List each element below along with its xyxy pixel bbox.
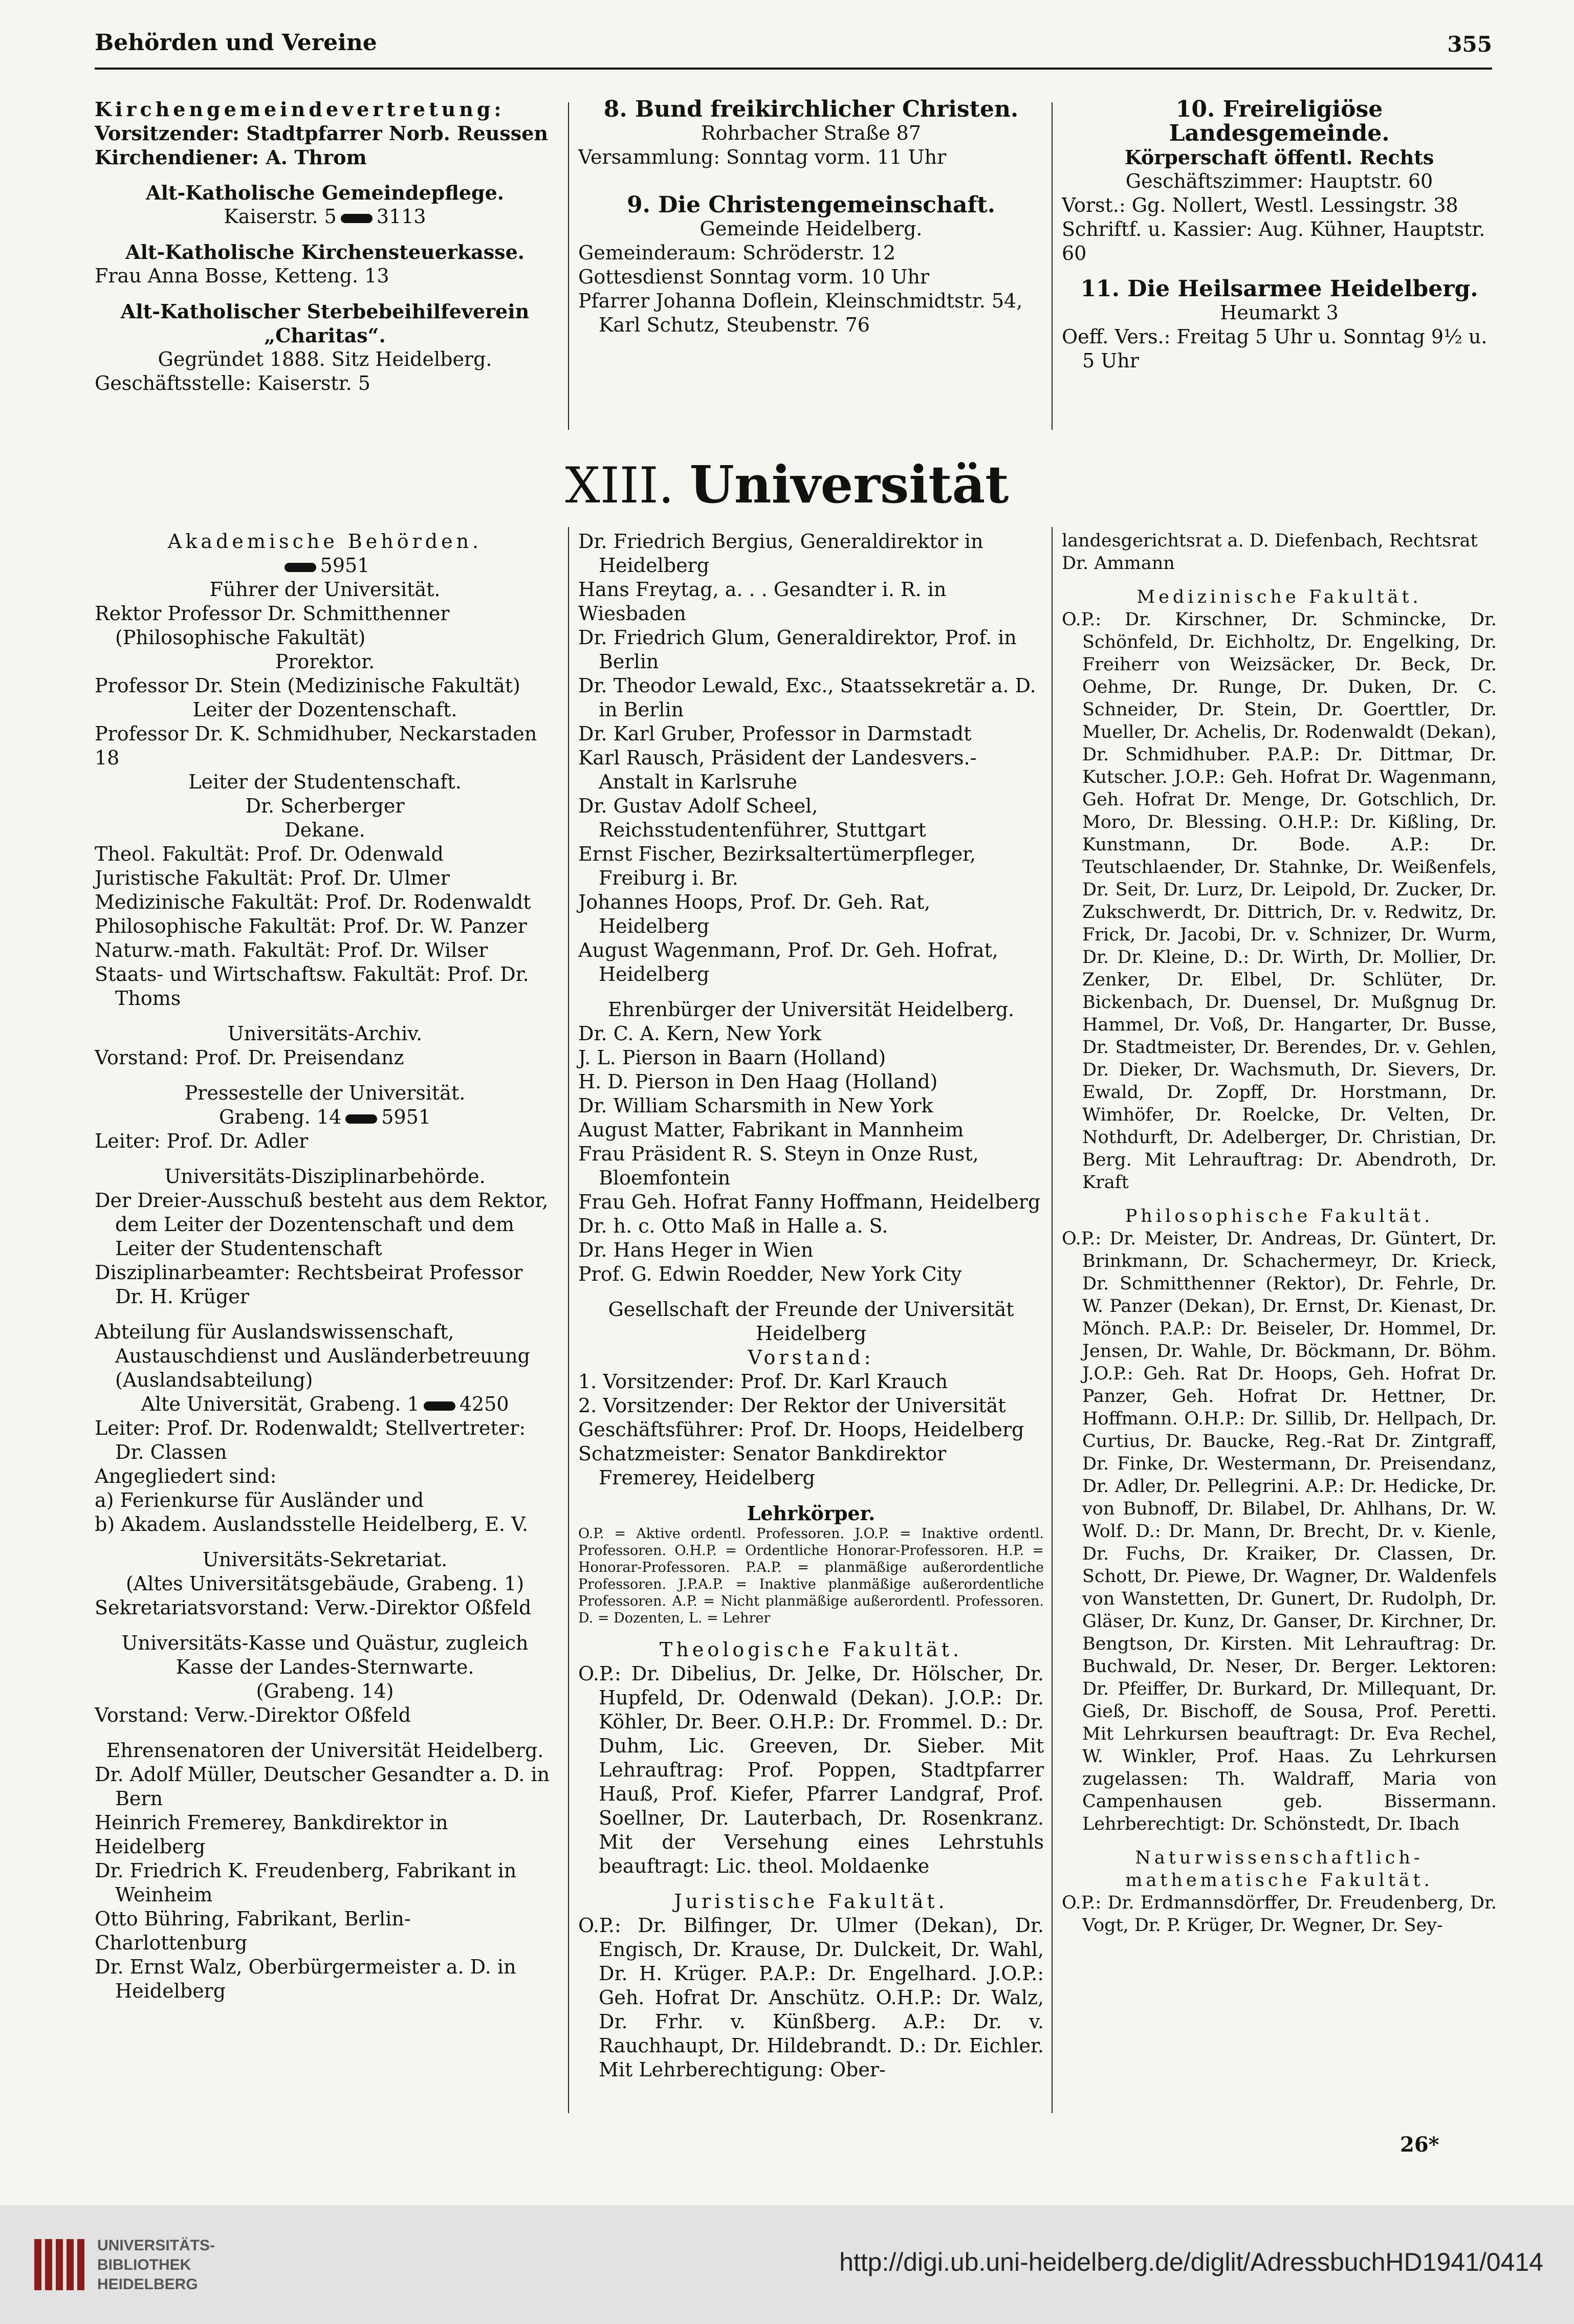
entry: Der Dreier-Ausschuß besteht aus dem Rektor, dem Leiter der Dozentenschaft und dem Leiter der Studentenschaft <box>95 1189 549 1260</box>
heading: 8. Bund freikirchlicher Christen. <box>603 96 1019 122</box>
entry: Geschäftsstelle: Kaiserstr. 5 <box>95 372 370 394</box>
entry: Dr. h. c. Otto Maß in Halle a. S. <box>578 1215 888 1237</box>
entry: Vorst.: Gg. Nollert, Westl. Lessingstr. 38 <box>1062 194 1458 216</box>
entry: Rohrbacher Straße 87 <box>701 122 922 144</box>
entry: Angegliedert sind: <box>95 1465 277 1487</box>
heading: 11. Die Heilsarmee Heidelberg. <box>1080 276 1478 302</box>
column-rule <box>568 527 569 2113</box>
heading: Universitäts-Kasse und Quästur, zugleich Kasse der Landes-Sternwarte. <box>121 1632 529 1678</box>
running-header: Behörden und Vereine <box>95 30 377 56</box>
entry: O.P.: Dr. Bilfinger, Dr. Ulmer (Dekan), Dr. Engisch, Dr. Krause, Dr. Dulckeit, Dr. Wahl, Dr. H. Krüger. P.A.P.: Dr. Engelhard. J.O.P.: Geh. Hofrat Dr. Anschütz. O.H.P.: Dr. Walz, Dr. Frhr. v. Künßberg. A.P.: Dr. v. Rauchhaupt, Dr. Hildebrandt. D.: Dr. Eichler. Mit Lehrberechtigung: Ober- <box>578 1914 1044 2081</box>
library-footer <box>0 2205 1574 2324</box>
heading: Universitäts-Disziplinarbehörde. <box>164 1165 486 1188</box>
column-rule <box>568 102 569 430</box>
entry: Leiter: Prof. Dr. Rodenwaldt; Stellvertreter: Dr. Classen <box>95 1417 526 1463</box>
heading: Alt-Katholischer Sterbebeihilfeverein „Charitas“. <box>120 300 530 347</box>
entry: Gegründet 1888. Sitz Heidelberg. <box>158 348 492 370</box>
entry: Schriftf. u. Kassier: Aug. Kühner, Hauptstr. 60 <box>1062 218 1485 265</box>
entry: Rektor Professor Dr. Schmitthenner (Philosophische Fakultät) <box>95 602 450 649</box>
heading: Kirchengemeindevertretung: <box>95 98 505 121</box>
heading: Theologische Fakultät. <box>660 1638 963 1661</box>
heading: Medizinische Fakultät. <box>1136 587 1422 607</box>
entry: Schatzmeister: Senator Bankdirektor Fremerey, Heidelberg <box>578 1442 947 1489</box>
heading: Lehrkörper. <box>747 1502 876 1525</box>
telephone-icon <box>341 214 373 223</box>
page-number: 355 <box>1447 32 1492 57</box>
heading: Juristische Fakultät. <box>674 1890 948 1913</box>
entry: Professor Dr. K. Schmidhuber, Neckarstaden 18 <box>95 722 537 769</box>
entry: a) Ferienkurse für Ausländer und <box>95 1489 424 1511</box>
section-numeral: XIII. <box>565 457 674 514</box>
heading: Alt-Katholische Kirchensteuerkasse. <box>125 240 524 264</box>
entry: Ernst Fischer, Bezirksaltertümerpfleger, Freiburg i. Br. <box>578 843 976 889</box>
heading: Philosophische Fakultät. <box>1125 1206 1434 1226</box>
entry: Staats- und Wirtschaftsw. Fakultät: Prof. Dr. Thoms <box>95 963 529 1010</box>
entry: Juristische Fakultät: Prof. Dr. Ulmer <box>95 867 450 889</box>
section-title <box>0 454 1574 515</box>
top-column-1 <box>95 97 555 396</box>
entry: Sekretariatsvorstand: Verw.-Direktor Oßfeld <box>95 1596 532 1619</box>
source-url[interactable]: http://digi.ub.uni-heidelberg.de/diglit/AdressbuchHD1941/0414 <box>839 2248 1543 2276</box>
entry: Dr. Adolf Müller, Deutscher Gesandter a. D. in Bern <box>95 1763 550 1810</box>
heading: Naturwissenschaftlich-mathematische Fakultät. <box>1125 1848 1433 1891</box>
library-logo-icon <box>32 2234 88 2295</box>
library-name: UNIVERSITÄTS- BIBLIOTHEK HEIDELBERG <box>97 2237 215 2293</box>
heading: Universitäts-Archiv. <box>227 1022 423 1045</box>
entry: Otto Bühring, Fabrikant, Berlin-Charlottenburg <box>95 1908 411 1954</box>
entry: Johannes Hoops, Prof. Dr. Geh. Rat, Heidelberg <box>578 891 931 937</box>
subheading: Körperschaft öffentl. Rechts <box>1124 146 1434 169</box>
entry: Frau Anna Bosse, Ketteng. 13 <box>95 265 389 287</box>
entry: Theol. Fakultät: Prof. Dr. Odenwald <box>95 843 444 865</box>
heading: Vorstand: <box>748 1346 875 1369</box>
legend: O.P. = Aktive ordentl. Professoren. J.O.P. = Inaktive ordentl. Professoren. O.H.P. = Ordentliche Honorar-Professoren. H.P. = Honorar-Professoren. P.A.P. = planmäßige außerordentliche Professoren. J.P.A.P. = Inaktive planmäßige außerordentliche Professoren. A.P. = Nicht planmäßige außerordentl. Professoren. D. = Dozenten, L. = Lehrer <box>578 1526 1044 1626</box>
entry: Dr. Theodor Lewald, Exc., Staatssekretär a. D. in Berlin <box>578 674 1036 721</box>
entry: Abteilung für Auslandswissenschaft, Austauschdienst und Ausländerbetreuung (Auslandsabteilung) <box>95 1321 530 1391</box>
entry: 1. Vorsitzender: Prof. Dr. Karl Krauch <box>578 1370 948 1393</box>
entry: Oeff. Vers.: Freitag 5 Uhr u. Sonntag 9½ u. 5 Uhr <box>1062 325 1488 372</box>
top-column-2 <box>578 97 1044 337</box>
telephone-icon <box>285 563 316 572</box>
address-line: Kaiserstr. 5 3113 <box>224 205 426 228</box>
entry: landesgerichtsrat a. D. Diefenbach, Rechtsrat Dr. Ammann <box>1062 531 1478 574</box>
heading: Pressestelle der Universität. <box>184 1082 466 1104</box>
main-column-1 <box>95 530 555 2003</box>
heading: Ehrenbürger der Universität Heidelberg. <box>607 998 1015 1021</box>
entry: 2. Vorsitzender: Der Rektor der Universität <box>578 1394 1006 1417</box>
entry: Frau Präsident R. S. Steyn in Onze Rust, Bloemfontein <box>578 1143 979 1189</box>
entry: Vorsitzender: Stadtpfarrer Norb. Reussen <box>95 122 549 145</box>
heading: Universitäts-Sekretariat. <box>202 1548 448 1571</box>
entry: J. L. Pierson in Baarn (Holland) <box>578 1046 886 1069</box>
entry: Disziplinarbeamter: Rechtsbeirat Professor Dr. H. Krüger <box>95 1261 523 1308</box>
entry: Gemeinderaum: Schröderstr. 12 <box>578 242 896 264</box>
entry: Dr. Scherberger <box>245 795 405 817</box>
entry: O.P.: Dr. Dibelius, Dr. Jelke, Dr. Hölscher, Dr. Hupfeld, Dr. Odenwald (Dekan). J.O.P.: Dr. Köhler, Dr. Beer. O.H.P.: Dr. Frommel. D.: Dr. Duhm, Lic. Greeven, Dr. Sieber. Mit Lehrauftrag: Prof. Poppen, Stadtpfarrer Hauß, Prof. Kiefer, Pfarrer Landgraf, Prof. Soellner, Dr. Lauterbach, Dr. Rosenkranz. Mit der Versehung eines Lehrstuhls beauftragt: Lic. theol. Moldaenke <box>578 1662 1044 1877</box>
heading: Ehrensenatoren der Universität Heidelberg. <box>106 1739 544 1762</box>
entry: Heumarkt 3 <box>1220 301 1339 324</box>
entry: O.P.: Dr. Meister, Dr. Andreas, Dr. Güntert, Dr. Brinkmann, Dr. Schachermeyr, Dr. Krieck, Dr. Schmitthenner (Rektor), Dr. Fehrle, Dr. W. Panzer (Dekan), Dr. Ernst, Dr. Kienast, Dr. Mönch. P.A.P.: Dr. Beiseler, Dr. Hommel, Dr. Jensen, Dr. Wahle, Dr. Böckmann, Dr. Böhm. J.O.P.: Geh. Rat Dr. Hoops, Geh. Hofrat Dr. Panzer, Geh. Hofrat Dr. Hettner, Dr. Hoffmann. O.H.P.: Dr. Sillib, Dr. Hellpach, Dr. Curtius, Dr. Baucke, Reg.-Rat Dr. Zintgraff, Dr. Finke, Dr. Westermann, Dr. Preisendanz, Dr. Adler, Dr. Pellegrini. A.P.: Dr. Hedicke, Dr. von Bubnoff, Dr. Bilabel, Dr. Ahlhans, Dr. W. Wolf. D.: Dr. Mann, Dr. Brecht, Dr. v. Kienle, Dr. Fuchs, Dr. Kraiker, Dr. Classen, Dr. Schott, Dr. Piewe, Dr. Wagner, Dr. Waldenfels von Wanstetten, Dr. Gunert, Dr. Rudolph, Dr. Gläser, Dr. Kunz, Dr. Ganser, Dr. Kirchner, Dr. Bengtson, Dr. Kirsten. Mit Lehrauftrag: Dr. Buchwald, Dr. Neser, Dr. Berger. Lektoren: Dr. Pfeiffer, Dr. Burkard, Dr. Millequant, Dr. Gieß, Dr. Bischoff, de Sousa, Prof. Peretti. Mit Lehrkursen beauftragt: Dr. Eva Rechel, W. Winkler, Prof. Haas. Zu Lehrkursen zugelassen: Th. Waldraff, Maria von Campenhausen geb. Bissermann. Lehrberechtigt: Dr. Schönstedt, Dr. Ibach <box>1062 1229 1497 1834</box>
entry: Kirchendiener: A. Throm <box>95 146 367 169</box>
entry: August Wagenmann, Prof. Dr. Geh. Hofrat, Heidelberg <box>578 939 998 985</box>
phone-line: 5951 <box>95 554 555 578</box>
entry: Dr. Friedrich Glum, Generaldirektor, Prof. in Berlin <box>578 626 1017 673</box>
entry: Medizinische Fakultät: Prof. Dr. Rodenwaldt <box>95 891 531 913</box>
heading: Prorektor. <box>275 650 375 673</box>
heading: Dekane. <box>285 819 365 841</box>
heading: Leiter der Studentenschaft. <box>188 771 462 793</box>
phone-line: Grabeng. 14 5951 <box>218 1106 431 1128</box>
entry: Dr. C. A. Kern, New York <box>578 1022 821 1045</box>
entry: b) Akadem. Auslandsstelle Heidelberg, E. V. <box>95 1513 529 1536</box>
heading: Akademische Behörden. <box>167 530 483 553</box>
entry: Heinrich Fremerey, Bankdirektor in Heidelberg <box>95 1811 448 1858</box>
entry: O.P.: Dr. Erdmannsdörffer, Dr. Freudenberg, Dr. Vogt, Dr. P. Krüger, Dr. Wegner, Dr. Sey- <box>1062 1893 1497 1936</box>
entry: Versammlung: Sonntag vorm. 11 Uhr <box>578 146 947 168</box>
entry: Naturw.-math. Fakultät: Prof. Dr. Wilser <box>95 939 488 961</box>
entry: Geschäftsführer: Prof. Dr. Hoops, Heidelberg <box>578 1418 1024 1441</box>
heading: Gesellschaft der Freunde der Universität Heidelberg <box>608 1298 1014 1345</box>
entry: Gemeinde Heidelberg. <box>699 217 923 240</box>
entry: Dr. Hans Heger in Wien <box>578 1239 814 1261</box>
heading: Führer der Universität. <box>209 578 441 601</box>
entry: Vorstand: Prof. Dr. Preisendanz <box>95 1046 404 1069</box>
entry: Hans Freytag, a. . . Gesandter i. R. in Wiesbaden <box>578 578 947 625</box>
entry: Dr. Friedrich K. Freudenberg, Fabrikant in Weinheim <box>95 1859 517 1906</box>
entry: (Grabeng. 14) <box>256 1680 394 1702</box>
main-column-3 <box>1062 530 1497 1937</box>
entry: H. D. Pierson in Den Haag (Holland) <box>578 1070 938 1093</box>
telephone-icon <box>424 1401 455 1411</box>
entry: Professor Dr. Stein (Medizinische Fakultät) <box>95 674 520 697</box>
signature-mark: 26* <box>1400 2133 1439 2157</box>
section-word: Universität <box>689 454 1009 515</box>
entry: Dr. Karl Gruber, Professor in Darmstadt <box>578 722 972 745</box>
entry: Gottesdienst Sonntag vorm. 10 Uhr <box>578 266 930 288</box>
entry: (Altes Universitätsgebäude, Grabeng. 1) <box>125 1572 524 1595</box>
phone-line: Alte Universität, Grabeng. 1 4250 <box>141 1393 509 1415</box>
heading: 10. Freireligiöse Landesgemeinde. <box>1169 96 1390 146</box>
entry: Dr. William Scharsmith in New York <box>578 1094 933 1117</box>
entry: Leiter: Prof. Dr. Adler <box>95 1130 309 1152</box>
heading: 9. Die Christengemeinschaft. <box>626 192 996 218</box>
entry: Dr. Gustav Adolf Scheel, Reichsstudentenführer, Stuttgart <box>578 795 926 841</box>
header-rule <box>95 68 1492 70</box>
main-column-2 <box>578 530 1044 2082</box>
column-rule <box>1052 527 1053 2113</box>
column-rule <box>1052 102 1053 430</box>
entry: O.P.: Dr. Kirschner, Dr. Schmincke, Dr. Schönfeld, Dr. Eichholtz, Dr. Engelking, Dr. Freiherr von Weizsäcker, Dr. Beck, Dr. Oehme, Dr. Runge, Dr. Duken, Dr. C. Schneider, Dr. Stein, Dr. Goerttler, Dr. Mueller, Dr. Achelis, Dr. Rodenwaldt (Dekan), Dr. Schmidhuber. P.A.P.: Dr. Dittmar, Dr. Kutscher. J.O.P.: Geh. Hofrat Dr. Wagenmann, Geh. Hofrat Dr. Menge, Dr. Gotschlich, Dr. Moro, Dr. Blessing. O.H.P.: Dr. Kißling, Dr. Kunstmann, Dr. Bode. A.P.: Dr. Teutschlaender, Dr. Stahnke, Dr. Weißenfels, Dr. Seit, Dr. Lurz, Dr. Leipold, Dr. Zucker, Dr. Zukschwerdt, Dr. Dittrich, Dr. v. Redwitz, Dr. Frick, Dr. Jacobi, Dr. v. Schnizer, Dr. Wurm, Dr. Dr. Kleine, D.: Dr. Wirth, Dr. Mollier, Dr. Zenker, Dr. Elbel, Dr. Schlüter, Dr. Bickenbach, Dr. Duensel, Dr. Mußgnug Dr. Hammel, Dr. Voß, Dr. Hangarter, Dr. Busse, Dr. Stadtmeister, Dr. Berendes, Dr. v. Gehlen, Dr. Dieker, Dr. Wachsmuth, Dr. Sievers, Dr. Ewald, Dr. Zopff, Dr. Horstmann, Dr. Wimhöfer, Dr. Roelcke, Dr. Velten, Dr. Nothdurft, Dr. Adelberger, Dr. Christian, Dr. Berg. Mit Lehrauftrag: Dr. Abendroth, Dr. Kraft <box>1062 609 1497 1193</box>
entry: Karl Rausch, Präsident der Landesvers.-Anstalt in Karlsruhe <box>578 747 977 793</box>
entry: Philosophische Fakultät: Prof. Dr. W. Panzer <box>95 915 527 937</box>
entry: Prof. G. Edwin Roedder, New York City <box>578 1263 962 1285</box>
top-column-3 <box>1062 97 1497 373</box>
entry: Geschäftszimmer: Hauptstr. 60 <box>1125 170 1433 192</box>
heading: Leiter der Dozentenschaft. <box>192 698 457 721</box>
heading: Alt-Katholische Gemeindepflege. <box>145 181 505 204</box>
entry: Frau Geh. Hofrat Fanny Hoffmann, Heidelberg <box>578 1191 1041 1213</box>
entry: Dr. Friedrich Bergius, Generaldirektor in Heidelberg <box>578 530 983 577</box>
telephone-icon <box>345 1114 377 1124</box>
entry: August Matter, Fabrikant in Mannheim <box>578 1119 964 1141</box>
entry: Vorstand: Verw.-Direktor Oßfeld <box>95 1704 411 1726</box>
entry: Dr. Ernst Walz, Oberbürgermeister a. D. in Heidelberg <box>95 1956 516 2002</box>
entry: Pfarrer Johanna Doflein, Kleinschmidtstr. 54, Karl Schutz, Steubenstr. 76 <box>578 290 1023 336</box>
